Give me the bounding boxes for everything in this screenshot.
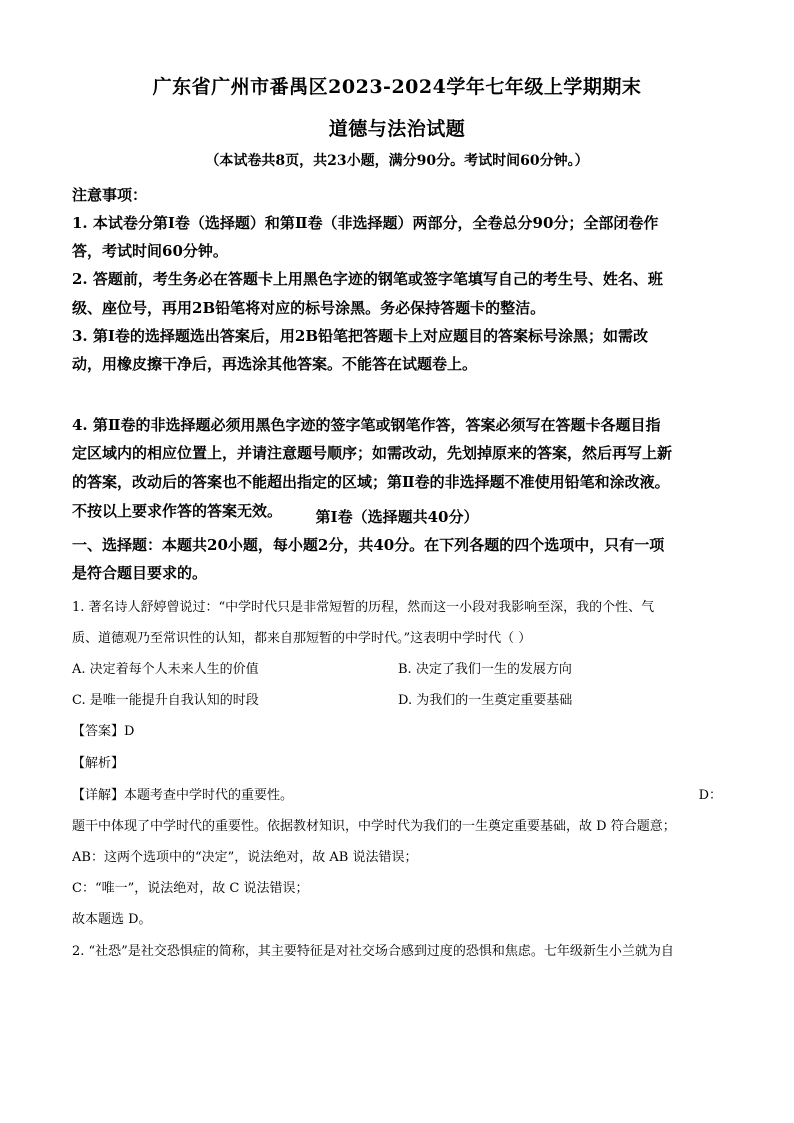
notes-line: 2. 答题前，考生务必在答题卡上用黑色字迹的钢笔或签字笔填写自己的考生号、姓名、班 — [72, 270, 663, 288]
q1-option-d: D. 为我们的一生奠定重要基础 — [398, 693, 573, 708]
notes-line: 3. 第Ⅰ卷的选择题选出答案后，用2B铅笔把答题卡上对应题目的答案标号涂黑；如需改 — [72, 327, 649, 345]
q1-detail-line2: 题干中体现了中学时代的重要性。依据教材知识，中学时代为我们的一生奠定重要基础，故 D 符合题意； — [72, 819, 676, 834]
notes-heading: 注意事项： — [72, 186, 148, 204]
q1-analysis-label: 【解析】 — [72, 756, 125, 771]
q1-stem-line1: 1. 著名诗人舒婷曾说过：“中学时代只是非常短暂的历程，然而这一小段对我影响至深，我的个性、气 — [72, 600, 655, 615]
q1-detail-line5: 故本题选 D。 — [72, 912, 152, 927]
q1-option-b: B. 决定了我们一生的发展方向 — [398, 662, 572, 677]
section-instruction-line1: 一、选择题：本题共20小题，每小题2分，共40分。在下列各题的四个选项中，只有一项 — [72, 536, 665, 554]
notes-line: 级、座位号，再用2B铅笔将对应的标号涂黑。务必保持答题卡的整洁。 — [72, 299, 546, 317]
notes-line: 动，用橡皮擦干净后，再选涂其他答案。不能答在试题卷上。 — [72, 355, 478, 373]
notes-line: 的答案，改动后的答案也不能超出指定的区域；第Ⅱ卷的非选择题不准使用铅笔和涂改液。 — [72, 473, 670, 491]
exam-title-line2: 道德与法治试题 — [328, 118, 466, 140]
q1-answer: 【答案】D — [72, 724, 135, 739]
q1-detail-line4: C：“唯一”，说法绝对，故 C 说法错误； — [72, 881, 309, 896]
exam-subtitle: （本试卷共8页，共23小题，满分90分。考试时间60分钟。） — [205, 153, 589, 169]
q1-detail-option-label: D： — [698, 788, 722, 803]
q1-stem-line2: 质、道德观乃至常识性的认知，都来自那短暂的中学时代。”这表明中学时代（ ） — [72, 631, 532, 646]
notes-line: 1. 本试卷分第Ⅰ卷（选择题）和第Ⅱ卷（非选择题）两部分，全卷总分90分；全部闭卷作 — [72, 214, 659, 232]
q2-stem-line1: 2. “社恐”是社交恐惧症的简称，其主要特征是对社交场合感到过度的恐惧和焦虑。七年级新生小兰就为自 — [72, 944, 674, 959]
notes-line: 答，考试时间60分钟。 — [72, 242, 228, 260]
section-instruction-line2: 是符合题目要求的。 — [72, 564, 208, 582]
notes-line: 定区域内的相应位置上，并请注意题号顺序；如需改动，先划掉原来的答案，然后再写上新 — [72, 444, 673, 462]
section-heading: 第Ⅰ卷（选择题共40分） — [315, 508, 479, 526]
q1-detail-line1: 【详解】本题考查中学时代的重要性。 — [72, 788, 294, 803]
exam-title-line1: 广东省广州市番禺区2023-2024学年七年级上学期期末 — [152, 76, 642, 98]
q1-detail-line3: AB：这两个选项中的“决定”，说法绝对，故 AB 说法错误； — [72, 850, 418, 865]
notes-line: 不按以上要求作答的答案无效。 — [72, 502, 283, 520]
q1-option-c: C. 是唯一能提升自我认知的时段 — [72, 693, 259, 708]
notes-line: 4. 第Ⅱ卷的非选择题必须用黑色字迹的签字笔或钢笔作答，答案必须写在答题卡各题目指 — [72, 416, 661, 434]
q1-option-a: A. 决定着每个人未来人生的价值 — [72, 662, 259, 677]
